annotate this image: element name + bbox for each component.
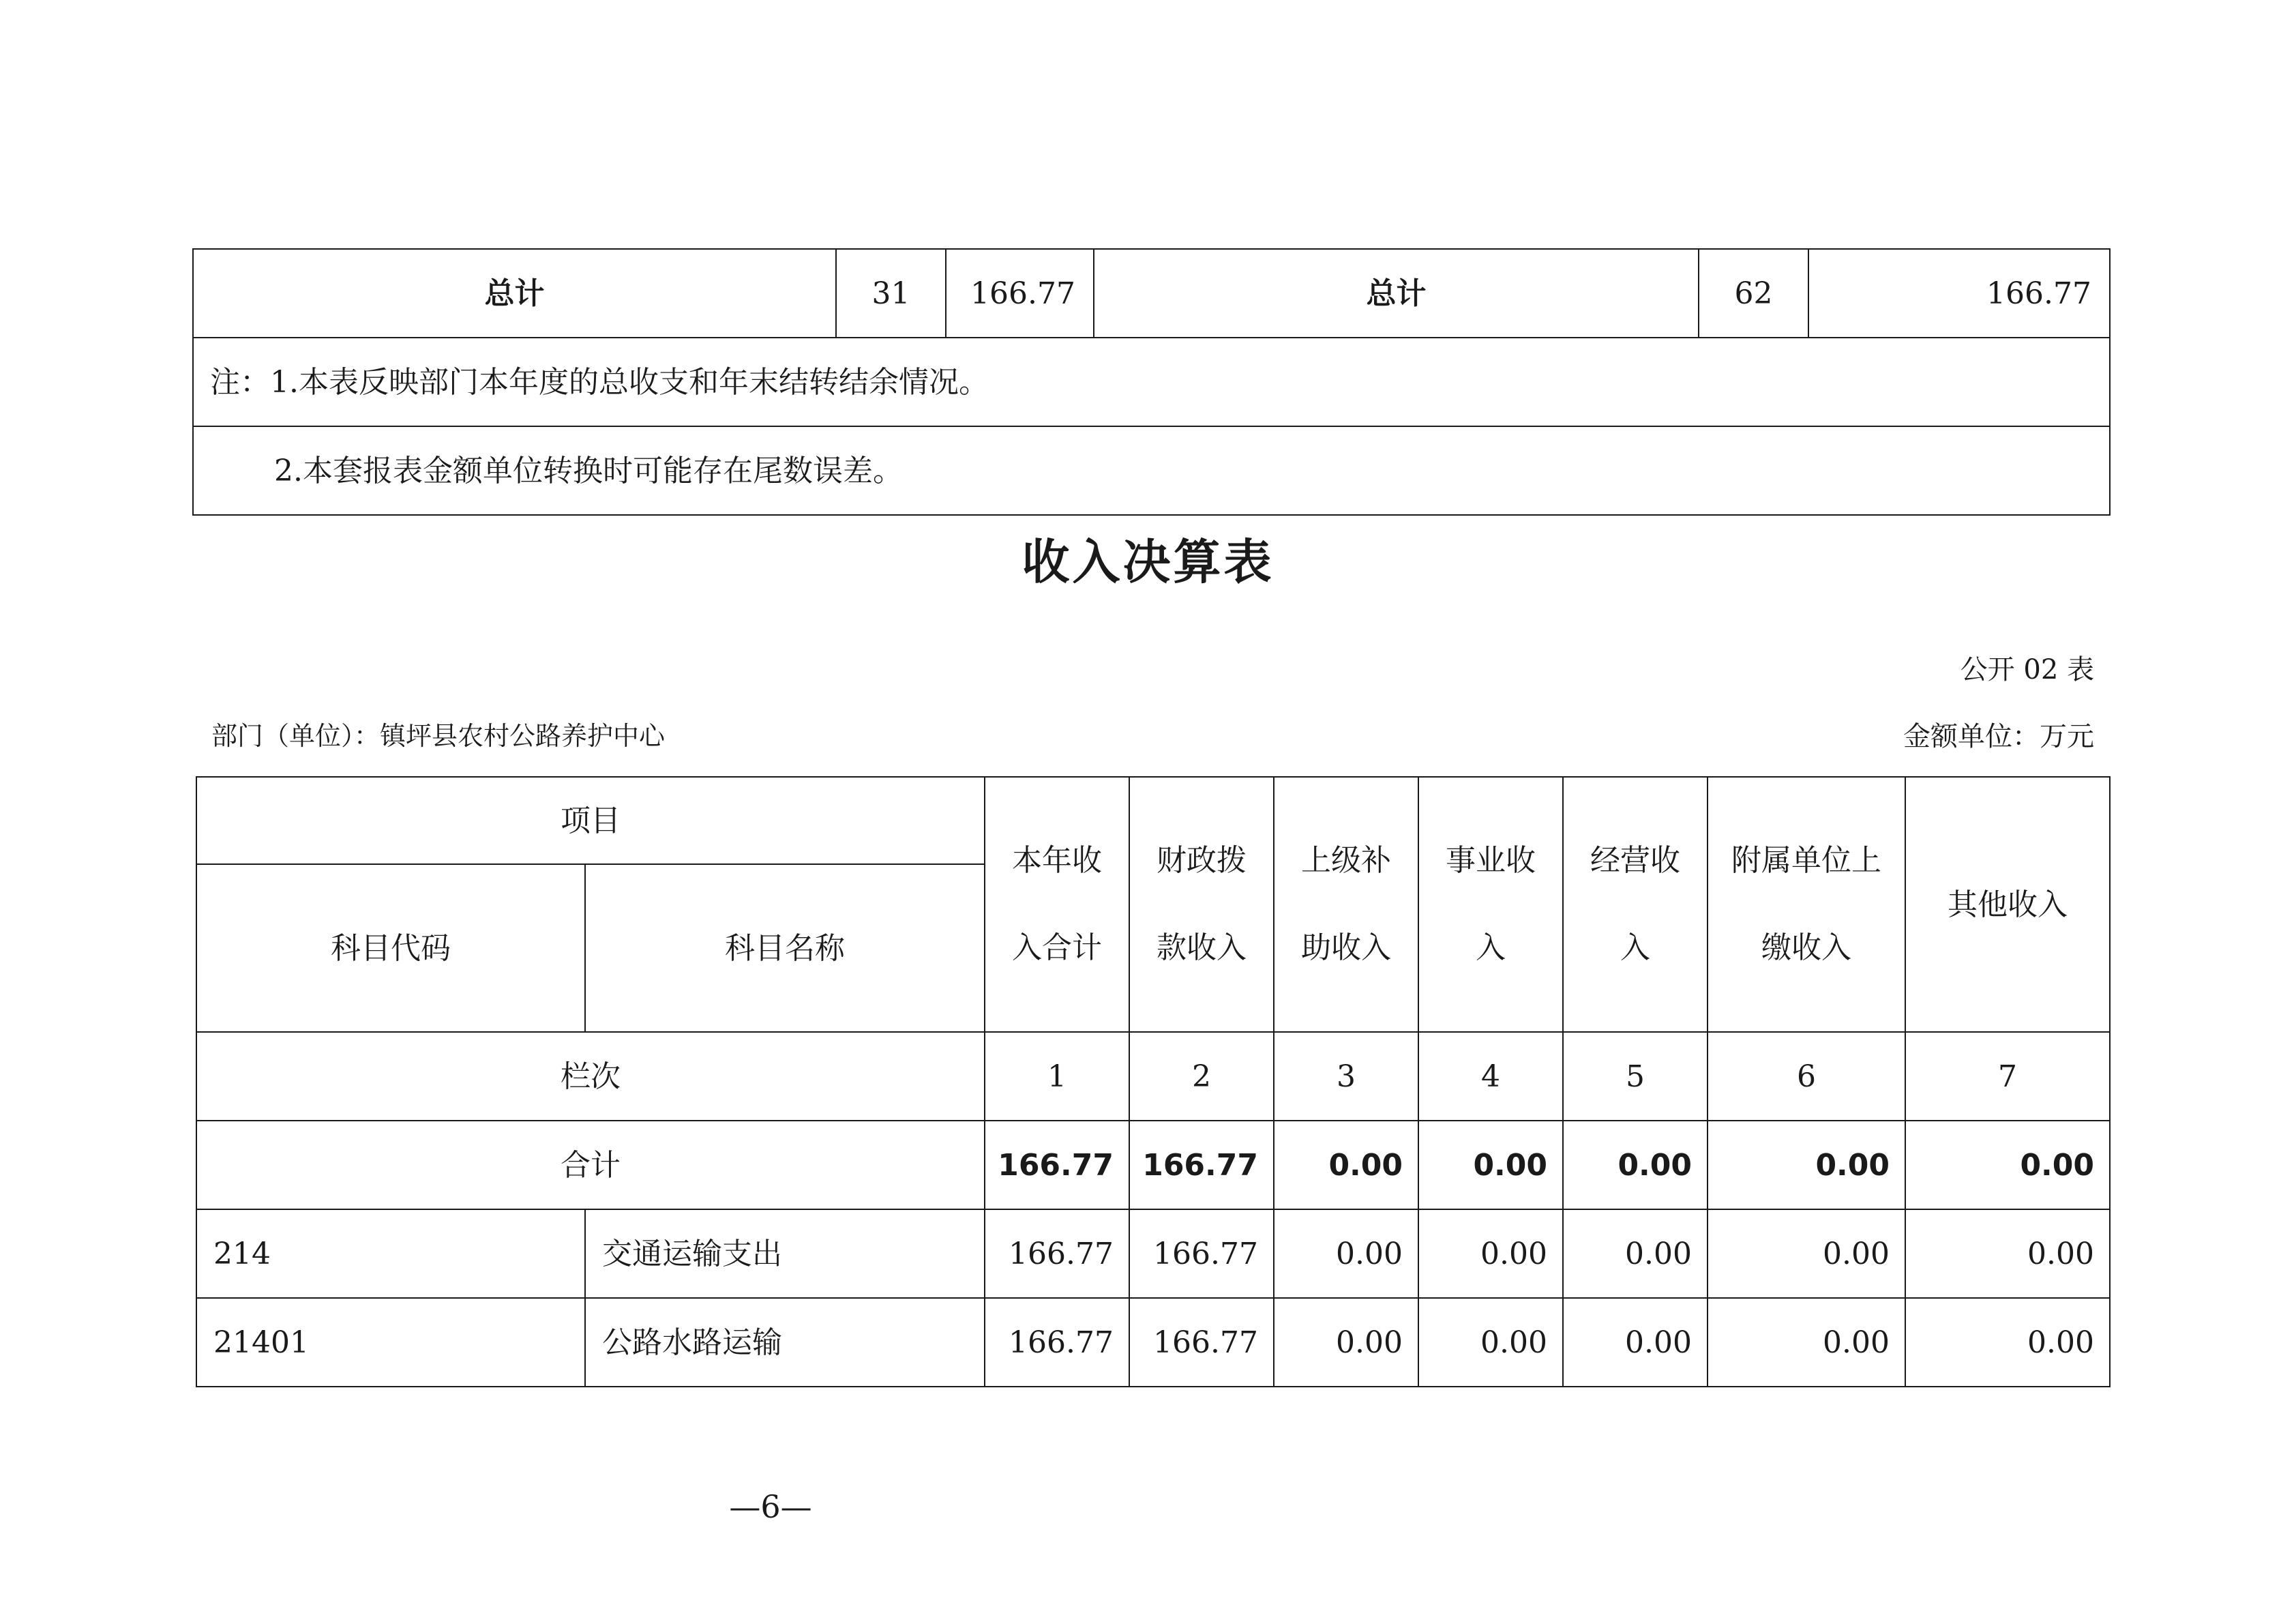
index-cell: 3 [1274,1032,1418,1121]
row-subject-name: 交通运输支出 [585,1209,985,1298]
total-cell: 0.00 [1418,1121,1563,1209]
summary-right-amount: 166.77 [1808,249,2110,338]
row-cell: 0.00 [1563,1298,1708,1387]
index-label: 栏次 [196,1032,985,1121]
row-cell: 166.77 [1129,1298,1274,1387]
row-cell: 166.77 [985,1209,1129,1298]
summary-left-row-number: 31 [836,249,946,338]
row-cell: 0.00 [1708,1298,1905,1387]
total-cell: 0.00 [1274,1121,1418,1209]
header-col-total-income: 本年收 入合计 [985,777,1129,1032]
table-row [196,1209,2110,1298]
summary-right-label: 总计 [1094,249,1699,338]
department-label: 部门（单位）：镇坪县农村公路养护中心 [211,721,666,751]
row-cell: 0.00 [1905,1209,2110,1298]
row-cell: 0.00 [1418,1298,1563,1387]
index-cell: 2 [1129,1032,1274,1121]
summary-note-row-2 [193,426,2110,515]
header-subject-code: 科目代码 [196,864,585,1032]
row-subject-code: 214 [196,1209,585,1298]
total-cell: 0.00 [1708,1121,1905,1209]
total-cell: 0.00 [1563,1121,1708,1209]
summary-total-row [193,249,2110,338]
index-cell: 1 [985,1032,1129,1121]
row-cell: 0.00 [1274,1298,1418,1387]
index-cell: 5 [1563,1032,1708,1121]
row-cell: 0.00 [1708,1209,1905,1298]
index-cell: 4 [1418,1032,1563,1121]
summary-left-amount: 166.77 [946,249,1094,338]
total-label: 合计 [196,1121,985,1209]
summary-left-label: 总计 [193,249,836,338]
form-code: 公开 02 表 [1960,654,2094,685]
summary-note-2: 2.本套报表金额单位转换时可能存在尾数误差。 [193,426,2110,515]
row-cell: 0.00 [1563,1209,1708,1298]
row-cell: 0.00 [1418,1209,1563,1298]
row-subject-name: 公路水路运输 [585,1298,985,1387]
row-subject-code: 21401 [196,1298,585,1387]
row-cell: 0.00 [1905,1298,2110,1387]
page-title: 收入决算表 [1022,534,1274,590]
income-table [196,776,2111,1387]
amount-unit-label: 金额单位：万元 [1903,721,2094,752]
header-col-superior-subsidy: 上级补 助收入 [1274,777,1418,1032]
row-cell: 166.77 [1129,1209,1274,1298]
header-col-business-income: 事业收 入 [1418,777,1563,1032]
header-row-1 [196,777,2110,864]
index-cell: 6 [1708,1032,1905,1121]
page-number: —6— [729,1488,812,1525]
header-subject-name: 科目名称 [585,864,985,1032]
total-cell: 166.77 [1129,1121,1274,1209]
header-col-other-income: 其他收入 [1905,777,2110,1032]
header-col-fiscal-appropriation: 财政拨 款收入 [1129,777,1274,1032]
header-col-affiliated-remittance: 附属单位上 缴收入 [1708,777,1905,1032]
index-cell: 7 [1905,1032,2110,1121]
total-cell: 0.00 [1905,1121,2110,1209]
summary-note-1: 注：1.本表反映部门本年度的总收支和年末结转结余情况。 [193,338,2110,426]
total-row [196,1121,2110,1209]
summary-table [192,248,2111,516]
header-col-operating-income: 经营收 入 [1563,777,1708,1032]
summary-right-row-number: 62 [1699,249,1808,338]
index-row [196,1032,2110,1121]
table-row [196,1298,2110,1387]
header-item: 项目 [196,777,985,864]
summary-note-row-1 [193,338,2110,426]
row-cell: 0.00 [1274,1209,1418,1298]
total-cell: 166.77 [985,1121,1129,1209]
row-cell: 166.77 [985,1298,1129,1387]
